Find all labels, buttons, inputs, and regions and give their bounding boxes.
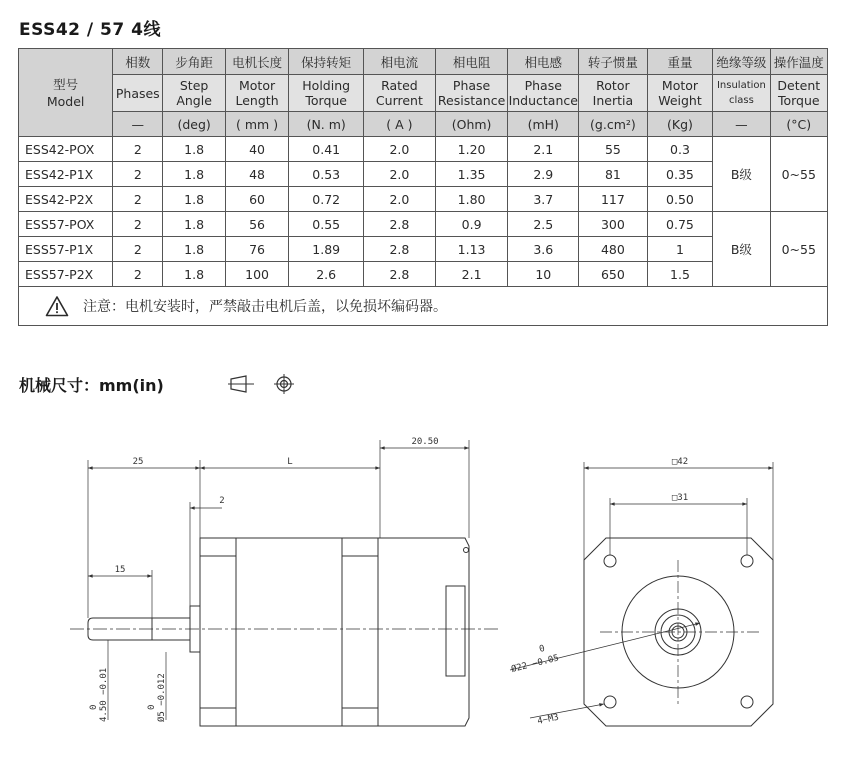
side-view-labels	[89, 437, 439, 722]
column-header-cn: 操作温度	[770, 49, 827, 75]
column-header-cn: 电机长度	[225, 49, 288, 75]
table-row	[19, 187, 828, 212]
table-cell: 40	[225, 137, 288, 162]
model-header-cn: 型号	[53, 76, 79, 92]
table-cell: 0.9	[435, 212, 508, 237]
column-unit: (N. m)	[289, 112, 364, 137]
column-header-cn: 相数	[113, 49, 163, 75]
column-unit: —	[713, 112, 770, 137]
table-cell: 60	[225, 187, 288, 212]
column-unit: (mH)	[508, 112, 579, 137]
table-cell: 2.9	[508, 162, 579, 187]
model-name: ESS42-POX	[19, 137, 113, 162]
insulation-class-cell: B级	[713, 212, 770, 287]
dim-square-holes: □31	[671, 493, 689, 503]
table-cell: 1.35	[435, 162, 508, 187]
dim-square-outer: □42	[671, 457, 689, 467]
table-cell: 2	[113, 162, 163, 187]
column-header-en: Motor Weight	[647, 75, 713, 112]
table-cell: 2.0	[364, 162, 436, 187]
table-cell: 2.1	[508, 137, 579, 162]
model-name: ESS42-P1X	[19, 162, 113, 187]
table-cell: 1.13	[435, 237, 508, 262]
dim-rear-length: 20.50	[411, 437, 439, 447]
column-header-en: Rated Current	[364, 75, 436, 112]
table-cell: 1.5	[647, 262, 713, 287]
dim-boss-dia: Ø22 −0.05	[510, 653, 561, 675]
dim-shaft-length: 25	[132, 457, 144, 467]
dim-flat-length: 15	[114, 565, 126, 575]
table-cell: 2	[113, 212, 163, 237]
column-header-en: Detent Torque	[770, 75, 827, 112]
table-cell: 10	[508, 262, 579, 287]
model-name: ESS57-P2X	[19, 262, 113, 287]
table-cell: 2.6	[289, 262, 364, 287]
warning-icon	[45, 295, 69, 317]
table-cell: 1.20	[435, 137, 508, 162]
table-row	[19, 162, 828, 187]
column-header-en: Phase Resistance	[435, 75, 508, 112]
table-cell: 55	[579, 137, 648, 162]
table-row	[19, 212, 828, 237]
table-cell: 1.8	[163, 262, 225, 287]
table-cell: 2	[113, 187, 163, 212]
column-header-cn: 保持转矩	[289, 49, 364, 75]
dim-flat-dia: 4.50 −0.01	[99, 667, 109, 722]
table-cell: 76	[225, 237, 288, 262]
column-header-en: Holding Torque	[289, 75, 364, 112]
column-header-cn: 重量	[647, 49, 713, 75]
projection-symbol-icon	[227, 373, 299, 395]
operating-temperature-cell: 0~55	[770, 137, 827, 212]
table-cell: 117	[579, 187, 648, 212]
installation-notice	[18, 287, 828, 326]
column-header-en: Phases	[113, 75, 163, 112]
column-header-en: Motor Length	[225, 75, 288, 112]
table-cell: 3.6	[508, 237, 579, 262]
side-view	[70, 440, 500, 726]
model-header	[19, 49, 113, 137]
table-cell: 1.8	[163, 212, 225, 237]
dim-shaft-tol: 0	[147, 704, 157, 710]
spec-table-wrapper	[18, 48, 828, 326]
table-cell: 1.8	[163, 137, 225, 162]
column-header-cn: 步角距	[163, 49, 225, 75]
table-cell: 0.75	[647, 212, 713, 237]
table-cell: 3.7	[508, 187, 579, 212]
table-cell: 650	[579, 262, 648, 287]
table-cell: 2.5	[508, 212, 579, 237]
table-cell: 0.35	[647, 162, 713, 187]
table-cell: 48	[225, 162, 288, 187]
table-cell: 0.72	[289, 187, 364, 212]
column-header-cn: 转子惯量	[579, 49, 648, 75]
mechanical-dimensions-title: 机械尺寸：mm(in)	[19, 376, 164, 395]
table-cell: 0.55	[289, 212, 364, 237]
dim-body-length: L	[287, 457, 293, 467]
table-cell: 480	[579, 237, 648, 262]
table-cell: 56	[225, 212, 288, 237]
front-view	[510, 462, 773, 726]
model-name: ESS42-P2X	[19, 187, 113, 212]
table-cell: 0.41	[289, 137, 364, 162]
table-cell: 1.89	[289, 237, 364, 262]
dim-shaft-dia: Ø5 −0.012	[157, 673, 167, 722]
table-cell: 0.53	[289, 162, 364, 187]
table-cell: 2	[113, 262, 163, 287]
table-row	[19, 262, 828, 287]
spec-table	[18, 48, 828, 287]
column-unit: (g.cm²)	[579, 112, 648, 137]
column-unit: ( A )	[364, 112, 436, 137]
table-cell: 2.8	[364, 262, 436, 287]
table-row	[19, 237, 828, 262]
insulation-class-cell: B级	[713, 137, 770, 212]
column-unit: (Ohm)	[435, 112, 508, 137]
column-unit: ( mm )	[225, 112, 288, 137]
table-cell: 1.8	[163, 237, 225, 262]
table-cell: 1.8	[163, 162, 225, 187]
table-cell: 100	[225, 262, 288, 287]
column-header-cn: 绝缘等级	[713, 49, 770, 75]
document-title: ESS42 / 57 4线	[19, 20, 161, 40]
column-header-cn: 相电流	[364, 49, 436, 75]
column-header-en: Phase Inductance	[508, 75, 579, 112]
column-header-en: Insulation class	[713, 75, 770, 112]
column-unit: (deg)	[163, 112, 225, 137]
operating-temperature-cell: 0~55	[770, 212, 827, 287]
dim-boss-tol: 0	[538, 643, 546, 655]
table-cell: 0.3	[647, 137, 713, 162]
column-header-cn: 相电阻	[435, 49, 508, 75]
column-unit: —	[113, 112, 163, 137]
mechanical-drawing	[0, 420, 842, 784]
table-cell: 300	[579, 212, 648, 237]
column-header-cn: 相电感	[508, 49, 579, 75]
table-cell: 2.8	[364, 212, 436, 237]
table-cell: 2.0	[364, 137, 436, 162]
front-view-labels	[510, 457, 688, 727]
dim-holes: 4−M3	[536, 712, 560, 727]
model-name: ESS57-POX	[19, 212, 113, 237]
dim-flat-tol: 0	[89, 704, 99, 710]
table-cell: 2.0	[364, 187, 436, 212]
table-cell: 81	[579, 162, 648, 187]
table-cell: 1.80	[435, 187, 508, 212]
table-cell: 2.8	[364, 237, 436, 262]
table-cell: 2.1	[435, 262, 508, 287]
table-cell: 1	[647, 237, 713, 262]
model-name: ESS57-P1X	[19, 237, 113, 262]
dim-flange: 2	[219, 496, 225, 506]
notice-text: 注意：电机安装时，严禁敲击电机后盖，以免损坏编码器。	[83, 299, 447, 315]
column-header-en: Rotor Inertia	[579, 75, 648, 112]
column-unit: (Kg)	[647, 112, 713, 137]
table-row	[19, 137, 828, 162]
table-cell: 2	[113, 137, 163, 162]
model-header-en: Model	[46, 93, 85, 109]
table-cell: 1.8	[163, 187, 225, 212]
column-unit: (°C)	[770, 112, 827, 137]
table-cell: 2	[113, 237, 163, 262]
table-cell: 0.50	[647, 187, 713, 212]
column-header-en: Step Angle	[163, 75, 225, 112]
